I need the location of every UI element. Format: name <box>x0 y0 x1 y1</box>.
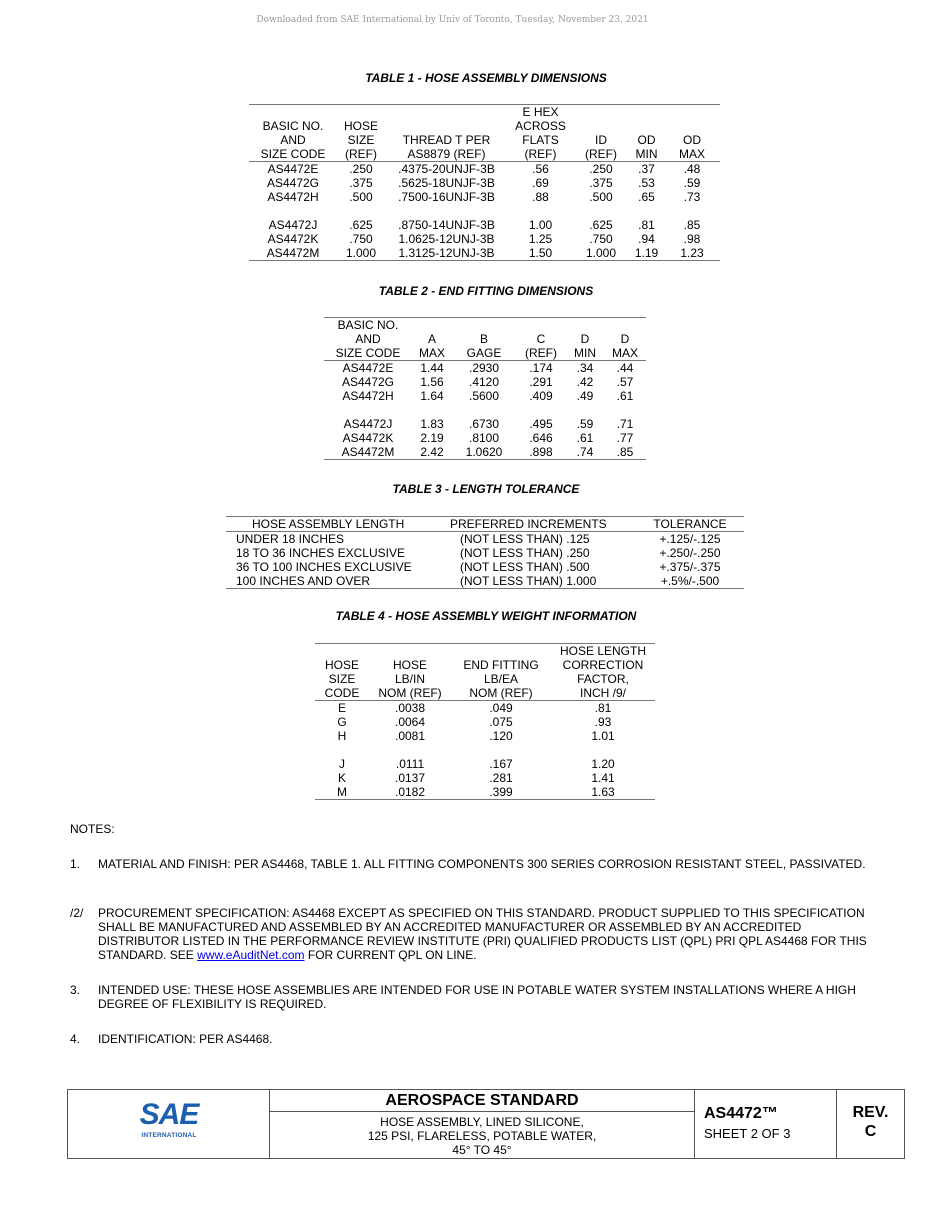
table-cell: .250 <box>589 162 613 176</box>
table-cell: .0111 <box>395 757 425 771</box>
table-cell: .81 <box>594 701 612 715</box>
note-number: 1. <box>70 857 81 871</box>
table-cell: 2.19 <box>420 431 444 445</box>
eauditnet-link[interactable]: www.eAuditNet.com <box>197 948 305 962</box>
table-row <box>226 574 744 589</box>
table-cell: .2930 <box>468 361 500 375</box>
table-cell: .898 <box>529 445 553 459</box>
table-cell: J <box>339 757 345 771</box>
document-number: AS4472™ <box>704 1105 778 1122</box>
note-2 <box>70 906 870 962</box>
table-cell: .53 <box>638 176 655 190</box>
table-cell: .59 <box>683 176 701 190</box>
table-row <box>324 417 646 431</box>
header-d-max: D MAX <box>604 318 646 361</box>
table-cell: .500 <box>349 190 373 204</box>
table-cell: +.5%/-.500 <box>660 574 720 588</box>
logo-cell <box>68 1090 270 1158</box>
table-cell: .94 <box>638 232 655 246</box>
end-fitting-dimensions-table <box>324 317 646 460</box>
table-cell: 1.23 <box>680 246 704 260</box>
note-number: 4. <box>70 1032 81 1046</box>
table-cell: .93 <box>594 715 612 729</box>
table-row <box>249 190 720 204</box>
table-cell: +.125/-.125 <box>659 532 721 546</box>
table-cell: .73 <box>683 190 701 204</box>
table-cell: .5625-18UNJF-3B <box>398 176 495 190</box>
table-cell: AS4472E <box>267 162 319 176</box>
table-cell: H <box>337 729 347 743</box>
table-cell: .48 <box>683 162 701 176</box>
notes-heading: NOTES: <box>70 822 115 836</box>
table-cell: .500 <box>589 190 613 204</box>
table-cell: .8750-14UNJF-3B <box>398 218 495 232</box>
table-cell: K <box>337 771 346 785</box>
note-number: /2/ <box>70 906 84 920</box>
table-cell: .74 <box>576 445 594 459</box>
length-tolerance-table <box>226 516 744 589</box>
table-cell: .85 <box>683 218 701 232</box>
note-3 <box>70 983 870 1011</box>
table-cell: .0038 <box>394 701 426 715</box>
table-cell: .49 <box>576 389 594 403</box>
table-cell: 1.3125-12UNJ-3B <box>398 246 495 260</box>
table-cell: 1.44 <box>420 361 444 375</box>
download-watermark: Downloaded from SAE International by Univ of Toronto, Tuesday, November 23, 2021 <box>256 15 649 25</box>
table-cell: .44 <box>616 361 634 375</box>
table-cell: AS4472H <box>342 389 394 403</box>
table-cell: .88 <box>532 190 549 204</box>
note-number: 3. <box>70 983 81 997</box>
table-cell: 1.19 <box>634 246 659 260</box>
table-row <box>315 785 655 800</box>
table-cell: 1.000 <box>585 246 617 260</box>
table-cell: AS4472M <box>266 246 320 260</box>
table-row <box>249 232 720 246</box>
table-cell: .375 <box>589 176 613 190</box>
header-basic-no: BASIC NO. AND SIZE CODE <box>249 105 337 162</box>
table-row <box>315 701 655 716</box>
note-text: PROCUREMENT SPECIFICATION: AS4468 EXCEPT AS SPECIFIED ON THIS STANDARD. PRODUCT SUPPLIED TO THIS SPECIFICATION SHALL BE MANUFACTURED AND ASSEMBLED BY AN ACCREDITED MANUFACTURER OR ASSEMBLED BY AN ACCREDITED DISTRIBUTOR LISTED IN THE PERFORMANCE REVIEW INSTITUTE (PRI) QUALIFIED PRODUCTS LIST (QPL) PRI QPL AS4468 FOR THIS STANDARD. SEE <box>98 906 867 962</box>
standard-type: AEROSPACE STANDARD <box>270 1090 694 1112</box>
table-cell: .6730 <box>468 417 500 431</box>
table-cell: .075 <box>489 715 513 729</box>
table-cell: .81 <box>638 218 655 232</box>
header-hose-size: HOSE SIZE (REF) <box>337 105 385 162</box>
table-cell: AS4472M <box>341 445 395 459</box>
table-cell: .0081 <box>394 729 426 743</box>
table-cell: (NOT LESS THAN) .125 <box>460 532 590 546</box>
table-row <box>249 218 720 232</box>
table-cell: .77 <box>616 431 634 445</box>
table-cell: .5600 <box>468 389 500 403</box>
table-cell: .625 <box>589 218 613 232</box>
document-number-cell <box>695 1090 837 1158</box>
table-cell: .375 <box>349 176 373 190</box>
table-cell: .59 <box>576 417 594 431</box>
header-tolerance: TOLERANCE <box>636 517 744 532</box>
table-cell: 1.41 <box>591 771 615 785</box>
note-text-tail: FOR CURRENT QPL ON LINE. <box>307 948 477 962</box>
table-row <box>226 546 744 560</box>
table-cell: .291 <box>529 375 553 389</box>
table-cell: .85 <box>616 445 634 459</box>
table-cell: .61 <box>616 389 634 403</box>
table-cell: M <box>337 785 347 799</box>
header-thread: THREAD T PER AS8879 (REF) <box>385 105 508 162</box>
table-cell: (NOT LESS THAN) .500 <box>460 560 590 574</box>
note-text: IDENTIFICATION: PER AS4468. <box>98 1032 273 1046</box>
sae-logo: SAE INTERNATIONAL <box>139 1098 199 1139</box>
table-cell: E <box>337 701 346 715</box>
table-cell: .409 <box>529 389 553 403</box>
table-cell: 1.25 <box>528 232 553 246</box>
table-cell: .98 <box>683 232 701 246</box>
table-cell: 18 TO 36 INCHES EXCLUSIVE <box>236 546 405 560</box>
header-a-max: A MAX <box>412 318 452 361</box>
table-cell: +.250/-.250 <box>659 546 721 560</box>
table-cell: .0064 <box>394 715 426 729</box>
table-cell: 1.56 <box>420 375 444 389</box>
table-cell: 2.42 <box>420 445 444 459</box>
table-cell: .4120 <box>468 375 500 389</box>
table-cell: .57 <box>616 375 634 389</box>
header-hex: E HEX ACROSS FLATS (REF) <box>508 105 573 162</box>
header-hose-weight: HOSE LB/IN NOM (REF) <box>369 644 451 701</box>
table-cell: .34 <box>576 361 594 375</box>
table-cell: AS4472G <box>341 375 395 389</box>
table-cell: .750 <box>589 232 613 246</box>
table-cell: (NOT LESS THAN) 1.000 <box>460 574 597 588</box>
table-cell: .4375-20UNJF-3B <box>398 162 495 176</box>
table-cell: .120 <box>489 729 513 743</box>
revision-cell <box>837 1090 904 1158</box>
table-cell: 100 INCHES AND OVER <box>236 574 371 588</box>
table-cell: UNDER 18 INCHES <box>236 532 345 546</box>
table-cell: 1.00 <box>528 218 553 232</box>
table-row <box>324 431 646 445</box>
table-cell: .399 <box>489 785 513 799</box>
header-b-gage: B GAGE <box>452 318 516 361</box>
header-id: ID (REF) <box>573 105 629 162</box>
table1-title: TABLE 1 - HOSE ASSEMBLY DIMENSIONS <box>365 71 607 85</box>
table-cell: .69 <box>532 176 549 190</box>
table-cell: AS4472K <box>267 232 319 246</box>
table-cell: 1.50 <box>528 246 553 260</box>
table-cell: AS4472J <box>268 218 318 232</box>
table-row <box>315 729 655 743</box>
table-cell: .167 <box>489 757 513 771</box>
header-correction: HOSE LENGTH CORRECTION FACTOR, INCH /9/ <box>551 644 655 701</box>
header-increments: PREFERRED INCREMENTS <box>426 517 636 532</box>
revision-label: REV. <box>852 1104 889 1121</box>
table-cell: .7500-16UNJF-3B <box>398 190 495 204</box>
description-line-1: HOSE ASSEMBLY, LINED SILICONE, <box>380 1115 584 1129</box>
table-row <box>324 389 646 403</box>
table-cell: .8100 <box>468 431 500 445</box>
note-text: MATERIAL AND FINISH: PER AS4468, TABLE 1. ALL FITTING COMPONENTS 300 SERIES CORROSION RESISTANT STEEL, PASSIVATED. <box>98 857 866 871</box>
note-text: INTENDED USE: THESE HOSE ASSEMBLIES ARE INTENDED FOR USE IN POTABLE WATER SYSTEM INSTALLATIONS WHERE A HIGH DEGREE OF FLEXIBILITY IS REQUIRED. <box>98 983 856 1011</box>
header-fitting-weight: END FITTING LB/EA NOM (REF) <box>451 644 551 701</box>
table-cell: .495 <box>529 417 553 431</box>
table-cell: 1.01 <box>591 729 615 743</box>
title-block <box>67 1089 905 1159</box>
table-cell: .0182 <box>394 785 426 799</box>
header-od-max: OD MAX <box>664 105 720 162</box>
table-cell: .646 <box>529 431 553 445</box>
table-cell: .625 <box>349 218 373 232</box>
header-size-code: HOSE SIZE CODE <box>315 644 369 701</box>
table-cell: G <box>337 715 347 729</box>
table-cell: .42 <box>576 375 594 389</box>
standard-cell <box>270 1090 695 1158</box>
table-cell: .56 <box>532 162 549 176</box>
table-cell: AS4472H <box>267 190 319 204</box>
sheet-number: SHEET 2 OF 3 <box>704 1126 791 1141</box>
table-cell: .750 <box>349 232 373 246</box>
table-cell: .0137 <box>394 771 426 785</box>
header-od-min: OD MIN <box>629 105 664 162</box>
table-cell: .65 <box>638 190 655 204</box>
table-cell: +.375/-.375 <box>659 560 721 574</box>
table-cell: 1.000 <box>345 246 377 260</box>
table-cell: 36 TO 100 INCHES EXCLUSIVE <box>236 560 412 574</box>
table-cell: AS4472G <box>266 176 320 190</box>
table-cell: 1.0620 <box>465 445 503 459</box>
table-row <box>249 176 720 190</box>
header-d-min: D MIN <box>566 318 604 361</box>
table-cell: .049 <box>489 701 513 715</box>
table-cell: .281 <box>489 771 513 785</box>
table-row <box>226 532 744 547</box>
table-row <box>324 361 646 376</box>
table-cell: .37 <box>638 162 655 176</box>
table-row <box>226 560 744 574</box>
table-cell: .71 <box>616 417 634 431</box>
table-cell: 1.83 <box>420 417 444 431</box>
table-cell: 1.20 <box>591 757 615 771</box>
note-1 <box>70 857 870 871</box>
weight-information-table <box>315 643 655 800</box>
table-row <box>324 445 646 460</box>
hose-assembly-dimensions-table <box>249 104 720 261</box>
table-cell: AS4472K <box>342 431 394 445</box>
note-4 <box>70 1032 870 1046</box>
table-cell: .250 <box>349 162 373 176</box>
description-line-3: 45° TO 45° <box>452 1143 512 1157</box>
revision-value: C <box>864 1123 877 1140</box>
table-row <box>315 771 655 785</box>
table-row <box>324 375 646 389</box>
table-row <box>249 246 720 261</box>
table-cell: .61 <box>576 431 594 445</box>
description-line-2: 125 PSI, FLARELESS, POTABLE WATER, <box>367 1129 597 1143</box>
table-row <box>315 757 655 771</box>
table-cell: AS4472J <box>343 417 393 431</box>
table-row <box>249 162 720 177</box>
table-cell: 1.0625-12UNJ-3B <box>398 232 495 246</box>
table-row <box>315 715 655 729</box>
header-length: HOSE ASSEMBLY LENGTH <box>226 517 426 532</box>
table-cell: AS4472E <box>342 361 394 375</box>
table-cell: (NOT LESS THAN) .250 <box>460 546 590 560</box>
header-basic-no: BASIC NO. AND SIZE CODE <box>324 318 412 361</box>
table-cell: 1.63 <box>591 785 615 799</box>
header-c-ref: C (REF) <box>516 318 566 361</box>
table4-title: TABLE 4 - HOSE ASSEMBLY WEIGHT INFORMATION <box>335 609 637 623</box>
table3-title: TABLE 3 - LENGTH TOLERANCE <box>392 482 580 496</box>
table2-title: TABLE 2 - END FITTING DIMENSIONS <box>378 284 594 298</box>
table-cell: 1.64 <box>420 389 444 403</box>
table-cell: .174 <box>529 361 553 375</box>
